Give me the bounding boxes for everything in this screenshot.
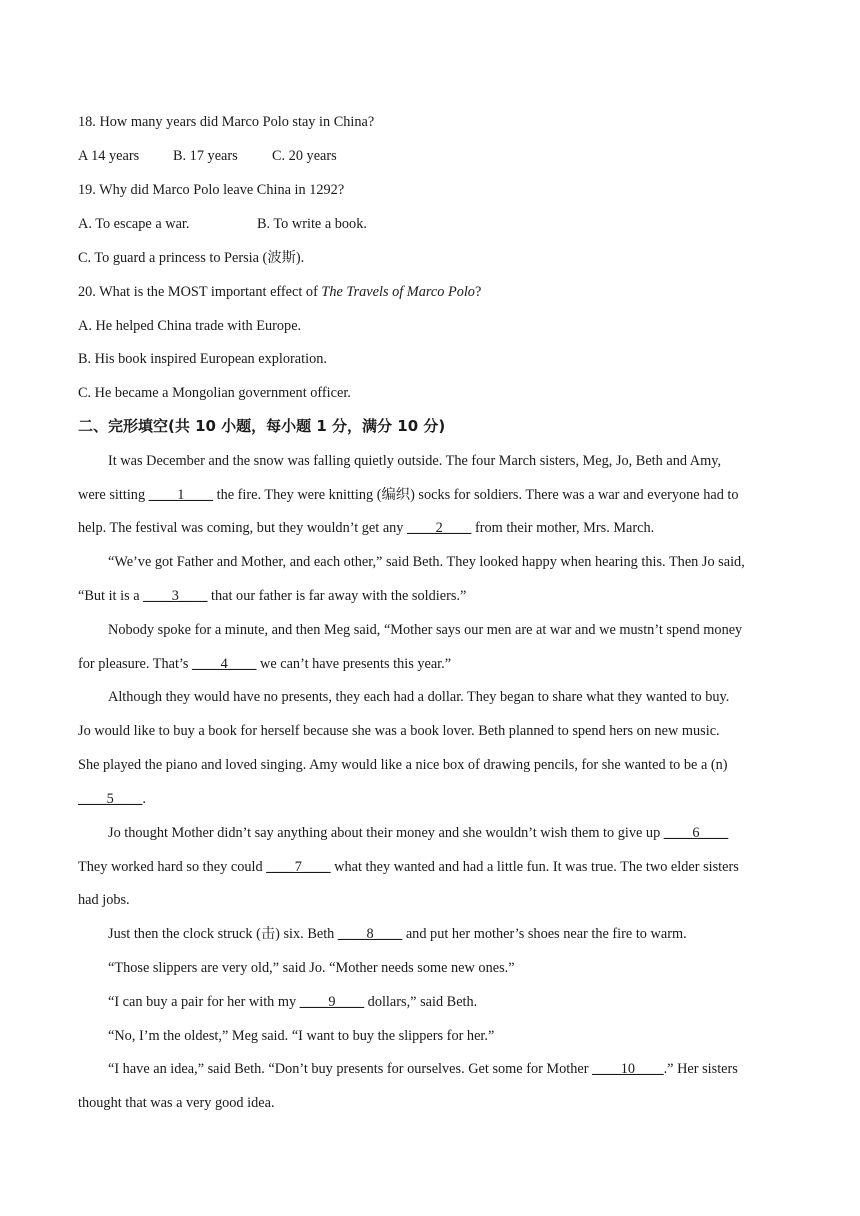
text: were sitting: [78, 487, 149, 503]
passage-line: had jobs.: [78, 892, 130, 908]
blank-2: ____2____: [407, 520, 472, 536]
passage-line: thought that was a very good idea.: [78, 1095, 275, 1111]
passage-line: [78, 586, 790, 606]
passage-line: Although they would have no presents, they each had a dollar. They began to share what they wanted to buy.: [108, 689, 730, 705]
question-19-stem: 19. Why did Marco Polo leave China in 1292?: [78, 182, 345, 198]
passage-line: [108, 823, 790, 843]
blank-10: ____10____: [592, 1061, 664, 1077]
blank-6: ____6____: [663, 825, 729, 841]
passage-line: She played the piano and loved singing. Amy would like a nice box of drawing pencils, for she wanted to be a (n): [78, 757, 728, 773]
text: help. The festival was coming, but they wouldn’t get any: [78, 520, 408, 536]
text: from their mother, Mrs. March.: [471, 520, 655, 536]
passage-line: [78, 789, 790, 809]
text: dollars,” said Beth.: [364, 994, 478, 1010]
option-b: B. To write a book.: [257, 216, 367, 232]
blank-5: ____5____: [78, 791, 143, 807]
passage-line: [108, 1059, 790, 1079]
question-18-options: [78, 146, 790, 166]
option-b: B. His book inspired European exploration.: [78, 351, 327, 367]
question-19-options-row1: [78, 214, 790, 234]
blank-8: ____8____: [337, 926, 403, 942]
blank-7: ____7____: [266, 859, 331, 875]
option-a: A. To escape a war.: [78, 216, 190, 232]
passage-line: [78, 485, 790, 505]
passage-line: [108, 924, 790, 944]
text: Just then the clock struck (击) six. Beth: [108, 926, 338, 942]
text: “But it is a: [78, 588, 144, 604]
option-c: C. 20 years: [272, 148, 337, 164]
passage-line: [78, 857, 790, 877]
text: we can’t have presents this year.”: [256, 656, 452, 672]
text: .” Her sisters: [663, 1061, 738, 1077]
passage-line: Nobody spoke for a minute, and then Meg said, “Mother says our men are at war and we mustn’t spend money: [108, 622, 743, 638]
option-b: B. 17 years: [173, 148, 238, 164]
text: Jo thought Mother didn’t say anything about their money and she wouldn’t wish them to give up: [108, 825, 664, 841]
blank-4: ____4____: [192, 656, 257, 672]
text: that our father is far away with the soldiers.”: [207, 588, 467, 604]
section-heading: 二、完形填空(共 10 小题，每小题 1 分，满分 10 分): [78, 417, 446, 435]
text: for pleasure. That’s: [78, 656, 193, 672]
passage-line: Jo would like to buy a book for herself because she was a book lover. Beth planned to spend hers on new music.: [78, 723, 720, 739]
text: .: [142, 791, 146, 807]
option-c: C. To guard a princess to Persia (波斯).: [78, 250, 305, 266]
stem-end: ?: [474, 284, 482, 300]
blank-1: ____1____: [148, 487, 214, 503]
option-a: A 14 years: [78, 148, 140, 164]
text: “I can buy a pair for her with my: [108, 994, 300, 1010]
blank-3: ____3____: [143, 588, 208, 604]
passage-line: [78, 654, 790, 674]
passage-line: “No, I’m the oldest,” Meg said. “I want to buy the slippers for her.”: [108, 1028, 495, 1044]
text: what they wanted and had a little fun. It was true. The two elder sisters: [330, 859, 739, 875]
option-a: A. He helped China trade with Europe.: [78, 318, 302, 334]
question-20-stem: [78, 282, 790, 302]
text: the fire. They were knitting (编织) socks for soldiers. There was a war and everyone had to: [213, 487, 739, 503]
blank-9: ____9____: [299, 994, 365, 1010]
question-18-stem: 18. How many years did Marco Polo stay in China?: [78, 114, 375, 130]
passage-line: “Those slippers are very old,” said Jo. “Mother needs some new ones.”: [108, 960, 515, 976]
passage-line: [78, 518, 790, 538]
text: “I have an idea,” said Beth. “Don’t buy presents for ourselves. Get some for Mother: [108, 1061, 593, 1077]
book-title: The Travels of Marco Polo: [321, 284, 475, 300]
text: and put her mother’s shoes near the fire to warm.: [402, 926, 687, 942]
passage-line: It was December and the snow was falling quietly outside. The four March sisters, Meg, Jo, Beth and Amy,: [108, 453, 722, 469]
option-c: C. He became a Mongolian government officer.: [78, 385, 351, 401]
stem-text: 20. What is the MOST important effect of: [78, 284, 322, 300]
passage-line: “We’ve got Father and Mother, and each other,” said Beth. They looked happy when hearing this. Then Jo said,: [108, 554, 745, 570]
text: They worked hard so they could: [78, 859, 267, 875]
passage-line: [108, 992, 790, 1012]
